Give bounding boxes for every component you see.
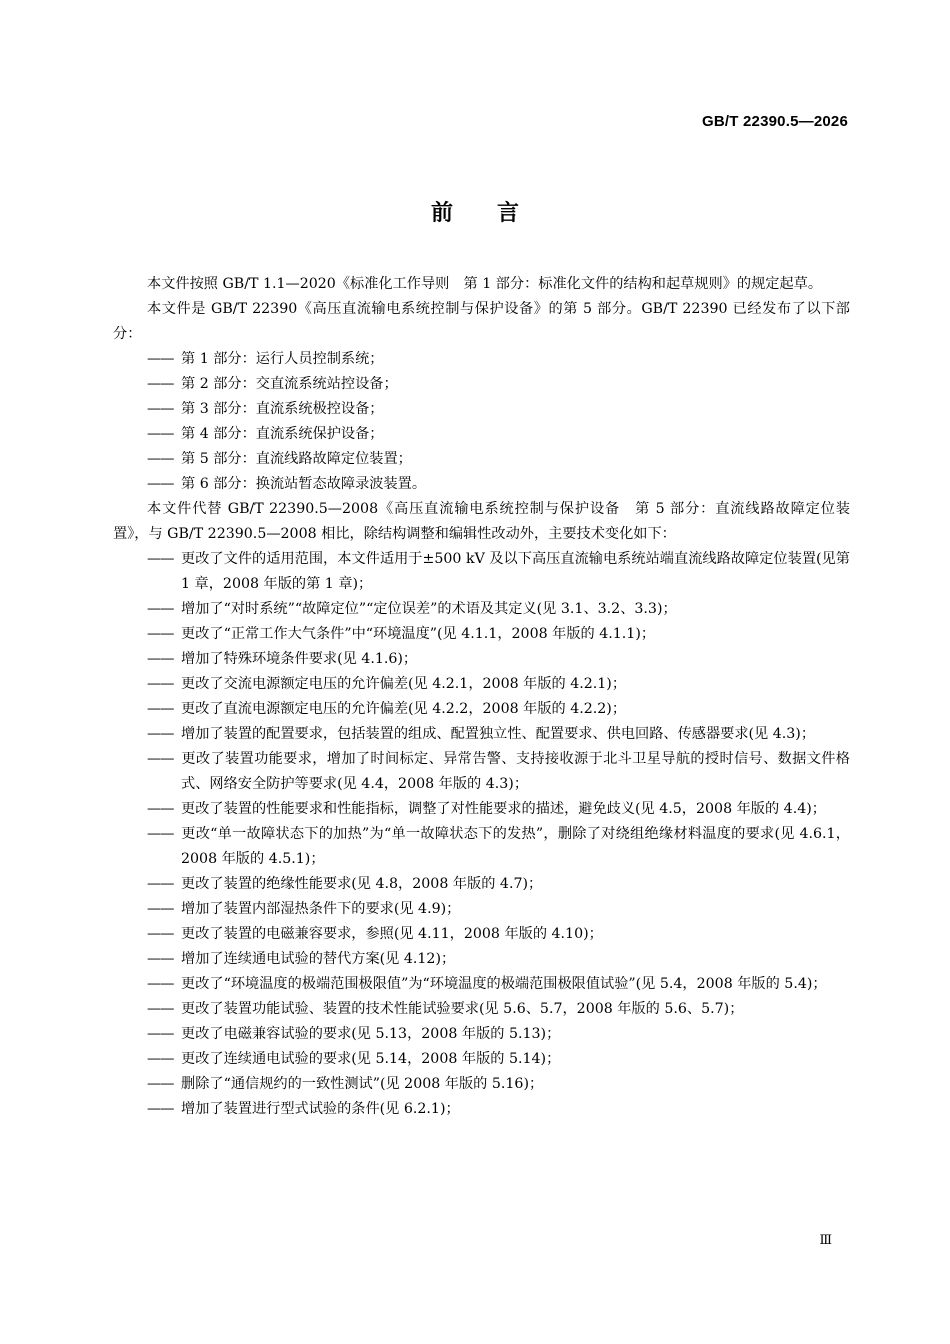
dash: —— bbox=[147, 651, 174, 667]
list-item: —— 更改了装置功能试验、装置的技术性能试验要求(见 5.6、5.7，2008 年版的 5.6、5.7)； bbox=[113, 997, 850, 1022]
list-item: —— 更改了连续通电试验的要求(见 5.14，2008 年版的 5.14)； bbox=[113, 1047, 850, 1072]
paragraph-drafting-basis: 本文件按照 GB/T 1.1—2020《标准化工作导则 第 1 部分：标准化文件的结构和起草规则》的规定起草。 bbox=[147, 276, 823, 292]
dash: —— bbox=[147, 476, 174, 492]
page-title bbox=[0, 196, 950, 227]
dash: —— bbox=[147, 351, 174, 367]
document-code: GB/T 22390.5—2026 bbox=[702, 113, 848, 130]
list-item: —— 增加了特殊环境条件要求(见 4.1.6)； bbox=[113, 647, 850, 672]
list-item: —— 更改了“正常工作大气条件”中“环境温度”(见 4.1.1，2008 年版的 4.1.1)； bbox=[113, 622, 850, 647]
list-item: —— 删除了“通信规约的一致性测试”(见 2008 年版的 5.16)； bbox=[113, 1072, 850, 1097]
dash: —— bbox=[147, 1101, 174, 1117]
dash: —— bbox=[147, 426, 174, 442]
dash: —— bbox=[147, 726, 174, 742]
list-item: —— 更改了电磁兼容试验的要求(见 5.13，2008 年版的 5.13)； bbox=[113, 1022, 850, 1047]
list-item: —— 更改了装置的性能要求和性能指标，调整了对性能要求的描述，避免歧义(见 4.5，2008 年版的 4.4)； bbox=[113, 797, 850, 822]
title-char-1: 前 bbox=[430, 200, 453, 226]
dash: —— bbox=[147, 901, 174, 917]
list-item: —— 增加了装置的配置要求，包括装置的组成、配置独立性、配置要求、供电回路、传感器要求(见 4.3)； bbox=[113, 722, 850, 747]
dash: —— bbox=[147, 401, 174, 417]
dash: —— bbox=[147, 601, 174, 617]
title-char-2: 言 bbox=[497, 200, 520, 226]
dash: —— bbox=[147, 551, 174, 567]
list-item: —— 第 1 部分：运行人员控制系统； bbox=[113, 347, 850, 372]
list-item: —— 第 3 部分：直流系统极控设备； bbox=[113, 397, 850, 422]
list-item: —— 增加了连续通电试验的替代方案(见 4.12)； bbox=[113, 947, 850, 972]
dash: —— bbox=[147, 701, 174, 717]
list-item: —— 第 6 部分：换流站暂态故障录波装置。 bbox=[113, 472, 850, 497]
list-item: —— 增加了装置内部湿热条件下的要求(见 4.9)； bbox=[113, 897, 850, 922]
list-item: —— 更改了装置功能要求，增加了时间标定、异常告警、支持接收源于北斗卫星导航的授时信号、数据文件格式、网络安全防护等要求(见 4.4，2008 年版的 4.3)； bbox=[113, 747, 850, 797]
paragraph-replacement: 本文件代替 GB/T 22390.5—2008《高压直流输电系统控制与保护设备 第 5 部分：直流线路故障定位装置》，与 GB/T 22390.5—2008 相比，除结构调整和编辑性改动外，主要技术变化如下： bbox=[113, 501, 850, 542]
list-item: —— 第 5 部分：直流线路故障定位装置； bbox=[113, 447, 850, 472]
dash: —— bbox=[147, 626, 174, 642]
dash: —— bbox=[147, 1001, 174, 1017]
dash: —— bbox=[147, 1076, 174, 1092]
paragraph-series-intro: 本文件是 GB/T 22390《高压直流输电系统控制与保护设备》的第 5 部分。GB/T 22390 已经发布了以下部分： bbox=[113, 301, 850, 342]
changes-list bbox=[113, 547, 850, 1122]
list-item: —— 更改了装置的绝缘性能要求(见 4.8，2008 年版的 4.7)； bbox=[113, 872, 850, 897]
page-number: Ⅲ bbox=[819, 1233, 832, 1248]
list-item: —— 增加了装置进行型式试验的条件(见 6.2.1)； bbox=[113, 1097, 850, 1122]
dash: —— bbox=[147, 951, 174, 967]
dash: —— bbox=[147, 1051, 174, 1067]
parts-list bbox=[113, 347, 850, 497]
dash: —— bbox=[147, 876, 174, 892]
dash: —— bbox=[147, 826, 174, 842]
document-body bbox=[113, 272, 850, 1122]
list-item: —— 更改了“环境温度的极端范围极限值”为“环境温度的极端范围极限值试验”(见 5.4，2008 年版的 5.4)； bbox=[113, 972, 850, 997]
list-item: —— 更改了文件的适用范围，本文件适用于±500 kV 及以下高压直流输电系统站端直流线路故障定位装置(见第 1 章，2008 年版的第 1 章)； bbox=[113, 547, 850, 597]
list-item: —— 更改了装置的电磁兼容要求，参照(见 4.11，2008 年版的 4.10)； bbox=[113, 922, 850, 947]
list-item: —— 第 2 部分：交直流系统站控设备； bbox=[113, 372, 850, 397]
dash: —— bbox=[147, 451, 174, 467]
dash: —— bbox=[147, 926, 174, 942]
dash: —— bbox=[147, 801, 174, 817]
list-item: —— 第 4 部分：直流系统保护设备； bbox=[113, 422, 850, 447]
dash: —— bbox=[147, 1026, 174, 1042]
list-item: —— 更改“单一故障状态下的加热”为“单一故障状态下的发热”，删除了对绕组绝缘材料温度的要求(见 4.6.1，2008 年版的 4.5.1)； bbox=[113, 822, 850, 872]
dash: —— bbox=[147, 676, 174, 692]
list-item: —— 增加了“对时系统”“故障定位”“定位误差”的术语及其定义(见 3.1、3.2、3.3)； bbox=[113, 597, 850, 622]
dash: —— bbox=[147, 976, 174, 992]
dash: —— bbox=[147, 751, 174, 767]
dash: —— bbox=[147, 376, 174, 392]
list-item: —— 更改了交流电源额定电压的允许偏差(见 4.2.1，2008 年版的 4.2.1)； bbox=[113, 672, 850, 697]
list-item: —— 更改了直流电源额定电压的允许偏差(见 4.2.2，2008 年版的 4.2.2)； bbox=[113, 697, 850, 722]
